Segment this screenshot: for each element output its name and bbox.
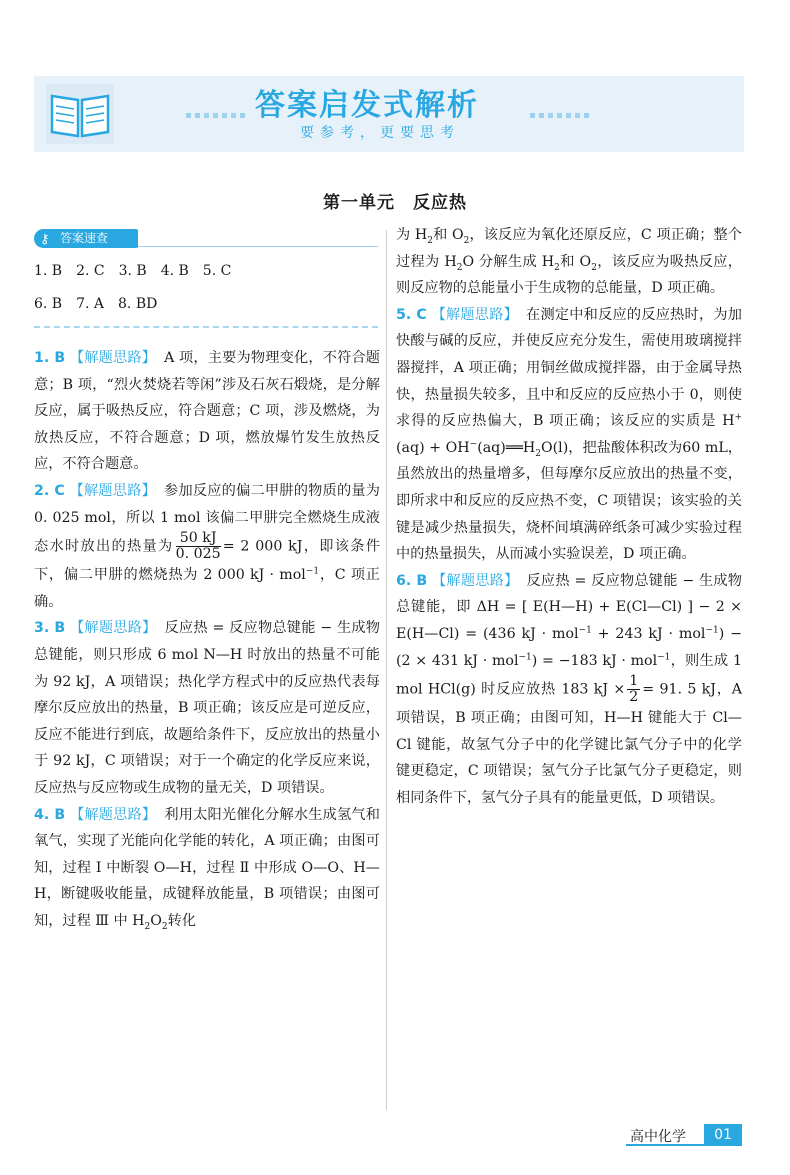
banner-dots-left — [186, 103, 249, 111]
superscript: −1 — [705, 625, 719, 636]
fraction-numerator: 50 kJ — [176, 531, 221, 547]
solution-text: ，该反应为吸热反应，则反应物的总能量小于生成物的总能量，D 项正确。 — [396, 253, 742, 297]
answer-quick-check-tag — [34, 229, 138, 248]
page-footer — [626, 1124, 742, 1146]
solution-5 — [396, 302, 742, 568]
solution-text: ) − (2 × 431 kJ · mol — [396, 625, 743, 669]
superscript: −1 — [578, 625, 592, 636]
superscript: −1 — [305, 566, 320, 577]
solution-text: 反应热 = 反应物总键能 − 生成物总键能，则只形成 6 mol N—H 时放出的热量不可能为 92 kJ，A 项错误；热化学方程式中的反应热代表每摩尔反应放出的热量，B 项正确；该反应是可逆反应，反应不能进行到底，故题给条件下，反应放出的热量小于 92 kJ，C 项错误；对于一个确定的化学反应来说，反应热与反应物或生成物的量无关，D 项错误。 — [34, 620, 380, 796]
subscript: 2 — [535, 448, 541, 459]
solution-text: ，则生成 1 mol HCl(g) 时反应放热 183 kJ × — [396, 652, 743, 698]
solution-text: + 243 kJ · mol — [591, 625, 706, 642]
solution-text: 参加反应的偏二甲肼的物质的量为 0. 025 mol，所以 1 mol 该偏二甲肼完全燃烧生成液态水时放出的热量为 — [34, 482, 380, 555]
subscript: 2 — [427, 235, 434, 246]
solution-text: ，C 项正确。 — [34, 567, 380, 610]
key-icon: ⚷ — [40, 232, 50, 247]
unit-title: 第一单元 反应热 — [323, 193, 467, 213]
superscript: −1 — [657, 651, 671, 662]
solution-text: 转化 — [167, 912, 197, 929]
solution-tag: 【解题思路】 — [431, 306, 519, 323]
solution-text: A 项，主要为物理变化，不符合题意；B 项，“烈火焚烧若等闲”涉及石灰石煅烧，是分解反应，属于吸热反应，符合题意；C 项，涉及燃烧，为放热反应，不符合题意；D 项，燃放爆竹发生放热反应，不符合题意。 — [34, 350, 380, 473]
answer-line-2: 6. B 7. A 8. BD — [34, 296, 158, 312]
open-book-icon — [46, 84, 114, 144]
solution-text: = 2 000 kJ，即该条件下，偏二甲肼的燃烧热为 2 000 kJ · mol — [34, 538, 380, 584]
solution-text: 和 O — [559, 253, 592, 270]
solution-text: = 91. 5 kJ，A 项错误，B 项正确；由图可知，H—H 键能大于 Cl—Cl 键能，故氢气分子中的化学键比氯气分子中的化学键更稳定，C 项错误；氢气分子比氯气分子更稳定，则相同条件下，氢气分子具有的能量更低，D 项错误。 — [396, 681, 742, 806]
solution-text: 在测定中和反应的反应热时，为加快酸与碱的反应，并使反应充分发生，需使用玻璃搅拌器搅拌，A 项正确；用铜丝做成搅拌器，由于金属导热快，热量损失较多，且中和反应的反应热小于 0，则使求得的反应热偏大，B 项正确；该反应的实质是 H — [396, 306, 742, 430]
fraction — [176, 531, 221, 562]
question-number: 6. B — [396, 572, 428, 589]
solution-4-continued — [396, 222, 742, 302]
solution-text: O 分解生成 H — [462, 253, 555, 270]
subject-label: 高中化学 — [630, 1129, 686, 1145]
solution-text: ) = −183 kJ · mol — [531, 652, 658, 669]
subscript: 2 — [591, 262, 597, 273]
solution-3 — [34, 615, 380, 801]
right-column — [396, 222, 742, 811]
tag-label: 答案速查 — [60, 231, 109, 245]
subscript: 2 — [463, 235, 470, 246]
solution-tag: 【解题思路】 — [70, 620, 157, 637]
superscript: −1 — [518, 651, 532, 662]
solution-1 — [34, 345, 380, 478]
answer-line-1: 1. B 2. C 3. B 4. B 5. C — [34, 263, 232, 279]
solution-text: 和 O — [433, 227, 464, 243]
solution-tag: 【解题思路】 — [69, 350, 157, 366]
solution-text: ，该反应为氧化还原反应，C 项正确；整个过程为 H — [396, 227, 742, 270]
solution-tag: 【解题思路】 — [69, 482, 157, 499]
fraction-denominator: 0. 025 — [175, 546, 221, 563]
superscript: + — [734, 412, 742, 423]
solution-2 — [34, 478, 380, 615]
page-subtitle: 要参考，更要思考 — [300, 125, 460, 141]
solution-tag: 【解题思路】 — [432, 572, 519, 589]
question-number: 5. C — [396, 306, 427, 323]
fraction-denominator: 2 — [629, 689, 639, 706]
solution-text: (aq) + OH — [396, 439, 470, 456]
page-title: 答案启发式解析 — [255, 88, 479, 123]
solution-text: 为 H — [396, 227, 428, 243]
solution-text: 利用太阳光催化分解水生成氢气和氧气，实现了光能向化学能的转化，A 项正确；由图可知，过程 Ⅰ 中断裂 O—H，过程 Ⅱ 中形成 O—O、H—H，断键吸收能量，成键释放能量，B 项错误；由图可知，过程 Ⅲ 中 H — [34, 806, 380, 929]
divider — [138, 246, 378, 247]
page-number: 01 — [704, 1124, 742, 1146]
column-divider — [386, 230, 387, 1110]
dashed-divider — [34, 326, 378, 328]
superscript: − — [469, 439, 478, 450]
subscript: 2 — [161, 921, 168, 932]
banner-dots-right — [530, 103, 593, 111]
subscript: 2 — [144, 921, 151, 932]
solution-text: O — [150, 912, 162, 929]
question-number: 1. B — [34, 350, 66, 366]
question-number: 4. B — [34, 806, 66, 823]
fraction — [627, 674, 640, 705]
left-column — [34, 345, 380, 934]
question-number: 3. B — [34, 620, 66, 637]
fraction-numerator: 1 — [629, 673, 639, 690]
question-number: 2. C — [34, 482, 65, 499]
solution-text: 反应热 = 反应物总键能 − 生成物总键能，即 ΔH = [ E(H—H) + E(Cl—Cl) ] − 2 × E(H—Cl) = (436 kJ · mol — [396, 572, 742, 642]
solution-text: (aq)══H — [477, 439, 536, 456]
solution-4 — [34, 802, 380, 935]
solution-6 — [396, 568, 742, 812]
subscript: 2 — [456, 262, 463, 273]
solution-text: O(l)，把盐酸体积改为60 mL，虽然放出的热量增多，但每摩尔反应放出的热量不变，即所求中和反应的反应热不变，C 项错误；该实验的关键是减少热量损失，烧杯间填满碎纸条可减少实验过程中的热量损失，从而减小实验误差，D 项正确。 — [396, 439, 742, 563]
solution-tag: 【解题思路】 — [69, 806, 157, 823]
subscript: 2 — [554, 262, 560, 273]
